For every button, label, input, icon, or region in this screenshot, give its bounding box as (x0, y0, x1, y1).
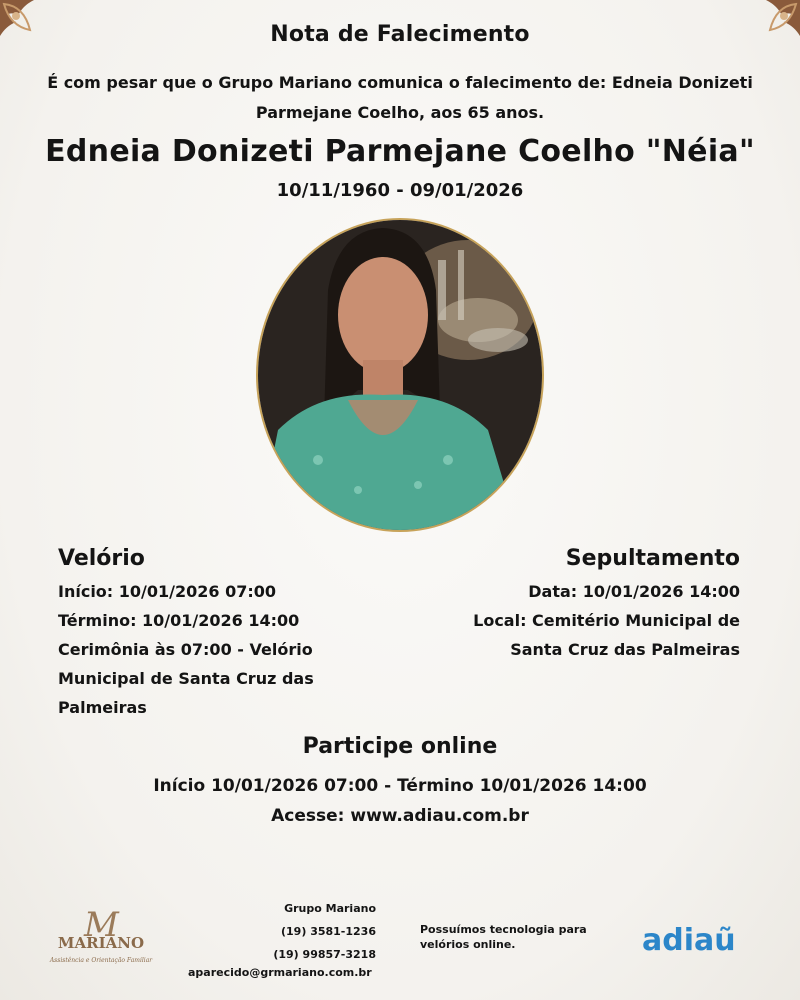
life-dates: 10/11/1960 - 09/01/2026 (276, 180, 524, 201)
wake-end: Término: 10/01/2026 14:00 (58, 611, 300, 630)
burial-date: Data: 10/01/2026 14:00 (528, 582, 740, 601)
mariano-logo (46, 904, 156, 968)
contact-email[interactable]: aparecido@grmariano.com.br (188, 966, 372, 979)
burial-location-line: Santa Cruz das Palmeiras (510, 640, 740, 659)
notice-intro: É com pesar que o Grupo Mariano comunica o falecimento de: Edneia Donizeti Parmejane Coelho, aos 65 anos. (47, 73, 753, 122)
deceased-photo (258, 220, 542, 530)
wake-start: Início: 10/01/2026 07:00 (58, 582, 277, 601)
wake-location-line: Cerimônia às 07:00 - Velório (58, 640, 313, 659)
company-name: Grupo Mariano (284, 902, 376, 915)
wake-heading: Velório (58, 546, 145, 571)
phone-1[interactable]: (19) 3581-1236 (281, 925, 376, 938)
burial-heading: Sepultamento (565, 546, 740, 571)
svg-text:M: M (84, 905, 119, 945)
wake-section (58, 546, 358, 722)
burial-location-line: Local: Cemitério Municipal de (473, 611, 740, 630)
online-heading: Participe online (302, 734, 498, 759)
svg-text:Assistência e Orientação Famil: Assistência e Orientação Familiar (49, 957, 153, 964)
wake-location-line: Palmeiras (58, 698, 147, 717)
adiau-logo (642, 920, 762, 960)
tech-note-line: Possuímos tecnologia para (420, 923, 587, 936)
svg-text:MARIANO: MARIANO (57, 934, 145, 952)
wake-location-line: Municipal de Santa Cruz das (58, 669, 314, 688)
tech-note (420, 922, 610, 952)
burial-section (400, 546, 740, 664)
tech-note-line: velórios online. (420, 938, 516, 951)
phone-2[interactable]: (19) 99857-3218 (273, 948, 376, 961)
deceased-name: Edneia Donizeti Parmejane Coelho "Néia" (45, 134, 755, 169)
contact-block (273, 897, 376, 966)
online-access-link[interactable]: Acesse: www.adiau.com.br (271, 806, 529, 826)
online-times: Início 10/01/2026 07:00 - Término 10/01/2026 14:00 (153, 776, 647, 796)
notice-title: Nota de Falecimento (270, 22, 530, 47)
svg-text:adiaũ: adiaũ (642, 923, 736, 958)
